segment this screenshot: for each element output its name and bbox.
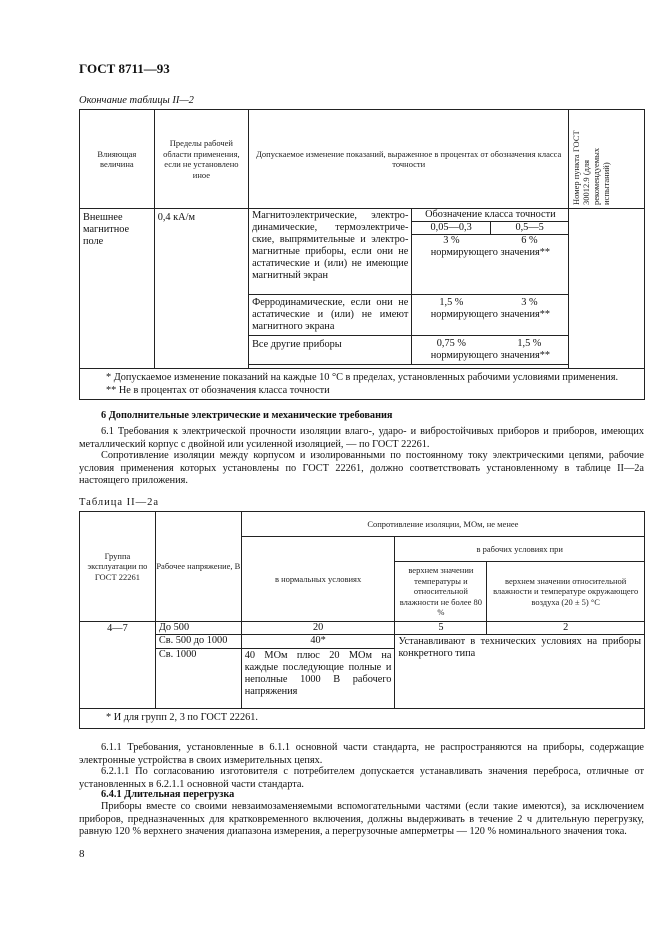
cell-r1-values (412, 235, 569, 295)
cell-n3: 40 МОм плюс 20 МОм на каждые последующие полные и неполные 1000 В рабочего напряжения (241, 649, 395, 709)
r3-a: 0,75 % (436, 338, 466, 349)
th-voltage: Рабочее напряжение, В (155, 512, 241, 622)
t1-footnote-1: * Допускаемое изменение показаний на каждые 10 °С в пределах, установленных рабочими условиями применения. (106, 372, 619, 383)
section-6-title: 6 Дополнительные электрические и механические требования (101, 410, 393, 421)
th-influence: Влияющая величина (80, 110, 155, 209)
cell-r1-text (249, 209, 412, 295)
cell-n2: 40* (241, 635, 395, 649)
para-6-4-1: Приборы вместе со своими невзаимозаменяемыми вспомогательными частями (если такие имеются), за исключением приборов, предназначенных для кратковременного включения, должны выдерживать в течение 2 ч длительную перегрузку, равную 120 % верхнего значения диапазона измерения, а перегрузочные амперметры — 120 % номинального значения тока. (79, 801, 644, 837)
r3-b: 1,5 % (517, 338, 542, 349)
cell-r2-text: Ферродинамические, если они не астатические и (или) не имеют магнитного экрана (249, 295, 412, 336)
th-working: в рабочих условиях при (395, 537, 645, 562)
cell-v1: До 500 (155, 622, 241, 635)
document-header: ГОСТ 8711—93 (79, 61, 170, 76)
r2-b: 3 % (521, 297, 538, 308)
cell-class-header: Обозначение класса точности (412, 209, 569, 222)
cell-v3: Св. 1000 (155, 649, 241, 709)
heading-6-4-1: 6.4.1 Длительная перегрузка (101, 789, 235, 800)
r2-norm: нормирующего значения** (430, 309, 550, 320)
cell-r2-values (412, 295, 569, 336)
table-ii-2a-caption: Таблица II—2а (79, 497, 160, 508)
t1-footnote-2: ** Не в процентах от обозначения класса точности (106, 384, 330, 396)
para-6-1-1: 6.1.1 Требования, установленные в 6.1.1 основной части стандарта, не распространяются на приборы, содержащие электронные устройства в своих измерительных цепях. (79, 742, 644, 766)
page-number: 8 (79, 848, 85, 860)
section-6-p2: Сопротивление изоляции между корпусом и изолированными по постоянному току электрическими цепями, рабочие условия применения которых установлены по ГОСТ 22261, должно соответствовать установленному в таблице II—2а настоящего приложения. (79, 450, 644, 486)
cell-range: 0,4 кА/м (154, 209, 248, 369)
cell-v2: Св. 500 до 1000 (155, 635, 241, 649)
th-upper-hum: верхнем значении относительной влажности и температуре окружающего воздуха (20 ± 5) °С (487, 562, 645, 622)
cell-clause (569, 209, 645, 369)
th-clause-text: Номер пункта ГОСТ 30012.9 (для рекомендуемых испытаний) (571, 130, 612, 205)
t2-footnote: * И для групп 2, 3 по ГОСТ 22261. (106, 712, 258, 723)
cell-class-a: 0,05—0,3 (412, 222, 491, 235)
cell-group: 4—7 (80, 622, 156, 709)
th-group: Группа эксплуатации по ГОСТ 22261 (80, 512, 156, 622)
r1-text: Магнитоэлектрические, электродинамические, термоэлектрические, выпрямительные и электромагнитные приборы, если они не астатические и (или) не имеющие магнитный экран (252, 209, 409, 281)
cell-footnotes (80, 369, 645, 400)
cell-h1: 2 (487, 622, 645, 635)
cell-r3-text: Все другие приборы (249, 336, 412, 365)
table-continuation-caption: Окончание таблицы II—2 (79, 95, 194, 106)
r1-norm: нормирующего значения** (430, 247, 550, 258)
th-clause (569, 110, 645, 209)
th-range: Пределы рабочей области применения, если не установлено иное (154, 110, 248, 209)
th-upper-temp: верхнем значении температуры и относительной влажности не более 80 % (395, 562, 487, 622)
table-ii-2a (79, 511, 645, 729)
cell-quantity: Внешнее магнитное поле (80, 209, 155, 369)
cell-t2-footnote (80, 709, 645, 729)
table-ii-2 (79, 109, 645, 400)
th-resistance: Сопротивление изоляции, МОм, не менее (241, 512, 644, 537)
r3-norm: нормирующего значения** (430, 350, 550, 361)
r1-b: 6 % (521, 235, 538, 246)
cell-r3-values (412, 336, 569, 365)
cell-t1: 5 (395, 622, 487, 635)
cell-merged: Устанавливают в технических условиях на приборы конкретного типа (395, 635, 645, 709)
r1-a: 3 % (443, 235, 460, 246)
r2-a: 1,5 % (439, 297, 464, 308)
cell-n1: 20 (241, 622, 395, 635)
section-6-p1: 6.1 Требования к электрической прочности изоляции влаго-, ударо- и вибростойчивых приборов и приборов, имеющих металлический корпус с двойной или усиленной изоляцией, — по ГОСТ 22261. (79, 426, 644, 450)
cell-class-b: 0,5—5 (490, 222, 569, 235)
th-change: Допускаемое изменение показаний, выраженное в процентах от обозначения класса точности (249, 110, 569, 209)
th-normal: в нормальных условиях (241, 537, 395, 622)
para-6-2-1-1: 6.2.1.1 По согласованию изготовителя с потребителем допускается устанавливать значения переброса, отличные от установленных в 6.2.1.1 основной части стандарта. (79, 766, 644, 790)
